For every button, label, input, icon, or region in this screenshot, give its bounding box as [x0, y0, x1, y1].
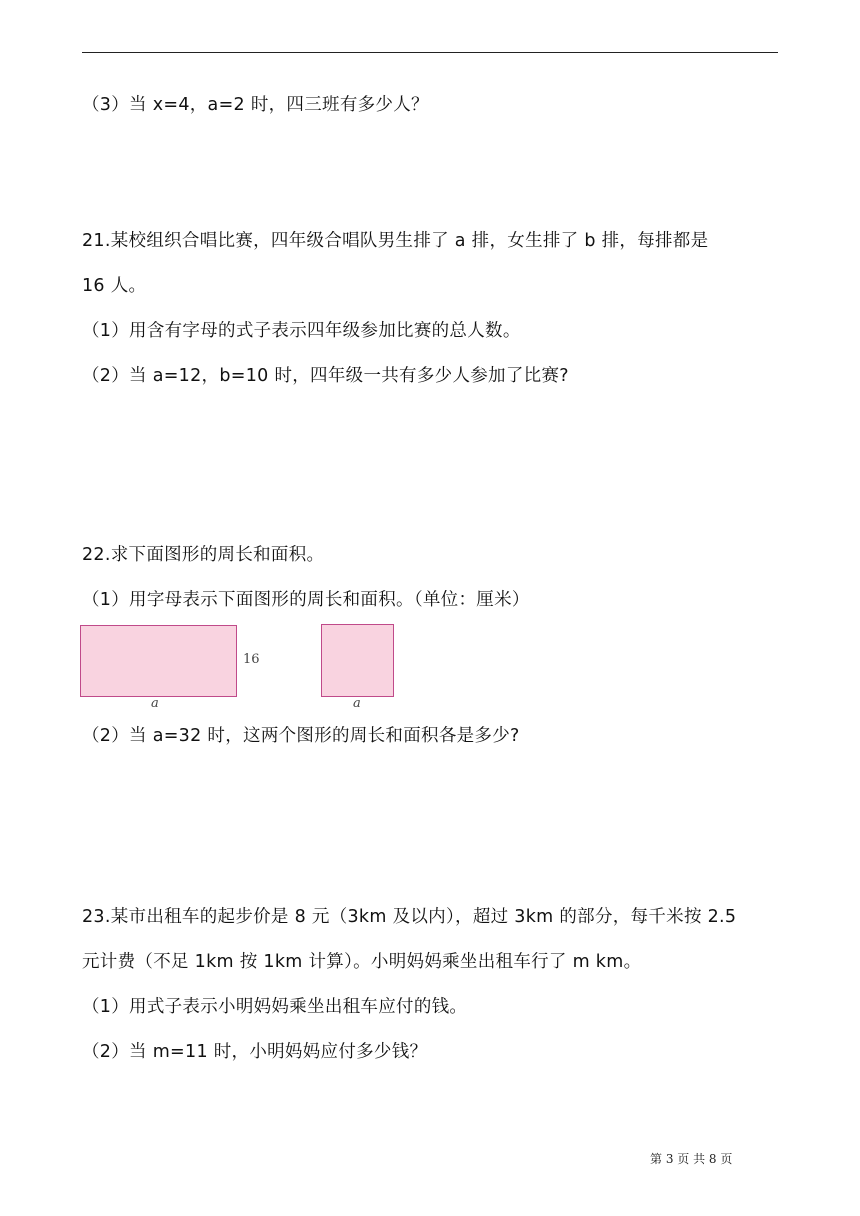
rectangle-shape: [80, 625, 237, 697]
q22-figure: [80, 622, 410, 714]
q23-stem-line1: 23.某市出租车的起步价是 8 元（3km 及以内），超过 3km 的部分，每千米按 2.5: [82, 907, 737, 927]
square-side-label: a: [353, 696, 361, 711]
q22-part2: （2）当 a=32 时，这两个图形的周长和面积各是多少?: [82, 726, 520, 746]
square-shape: [321, 624, 394, 697]
q21-part1: （1）用含有字母的式子表示四年级参加比赛的总人数。: [82, 321, 521, 341]
q23-part1: （1）用式子表示小明妈妈乘坐出租车应付的钱。: [82, 997, 468, 1017]
q20-part3: （3）当 x=4，a=2 时，四三班有多少人？: [82, 95, 429, 115]
q21-part2: （2）当 a=12，b=10 时，四年级一共有多少人参加了比赛?: [82, 366, 569, 386]
rectangle-height-label: 16: [243, 652, 260, 667]
page-number: 第 3 页 共 8 页: [650, 1152, 733, 1166]
q21-stem-line2: 16 人。: [82, 276, 147, 296]
q22-part1: （1）用字母表示下面图形的周长和面积。（单位：厘米）: [82, 590, 530, 610]
q21-stem-line1: 21.某校组织合唱比赛，四年级合唱队男生排了 a 排，女生排了 b 排，每排都是: [82, 231, 709, 251]
q23-part2: （2）当 m=11 时，小明妈妈应付多少钱？: [82, 1042, 428, 1062]
q22-stem: 22.求下面图形的周长和面积。: [82, 545, 325, 565]
q23-stem-line2: 元计费（不足 1km 按 1km 计算）。小明妈妈乘坐出租车行了 m km。: [82, 952, 642, 972]
header-rule: [82, 52, 778, 53]
rectangle-width-label: a: [151, 696, 159, 711]
